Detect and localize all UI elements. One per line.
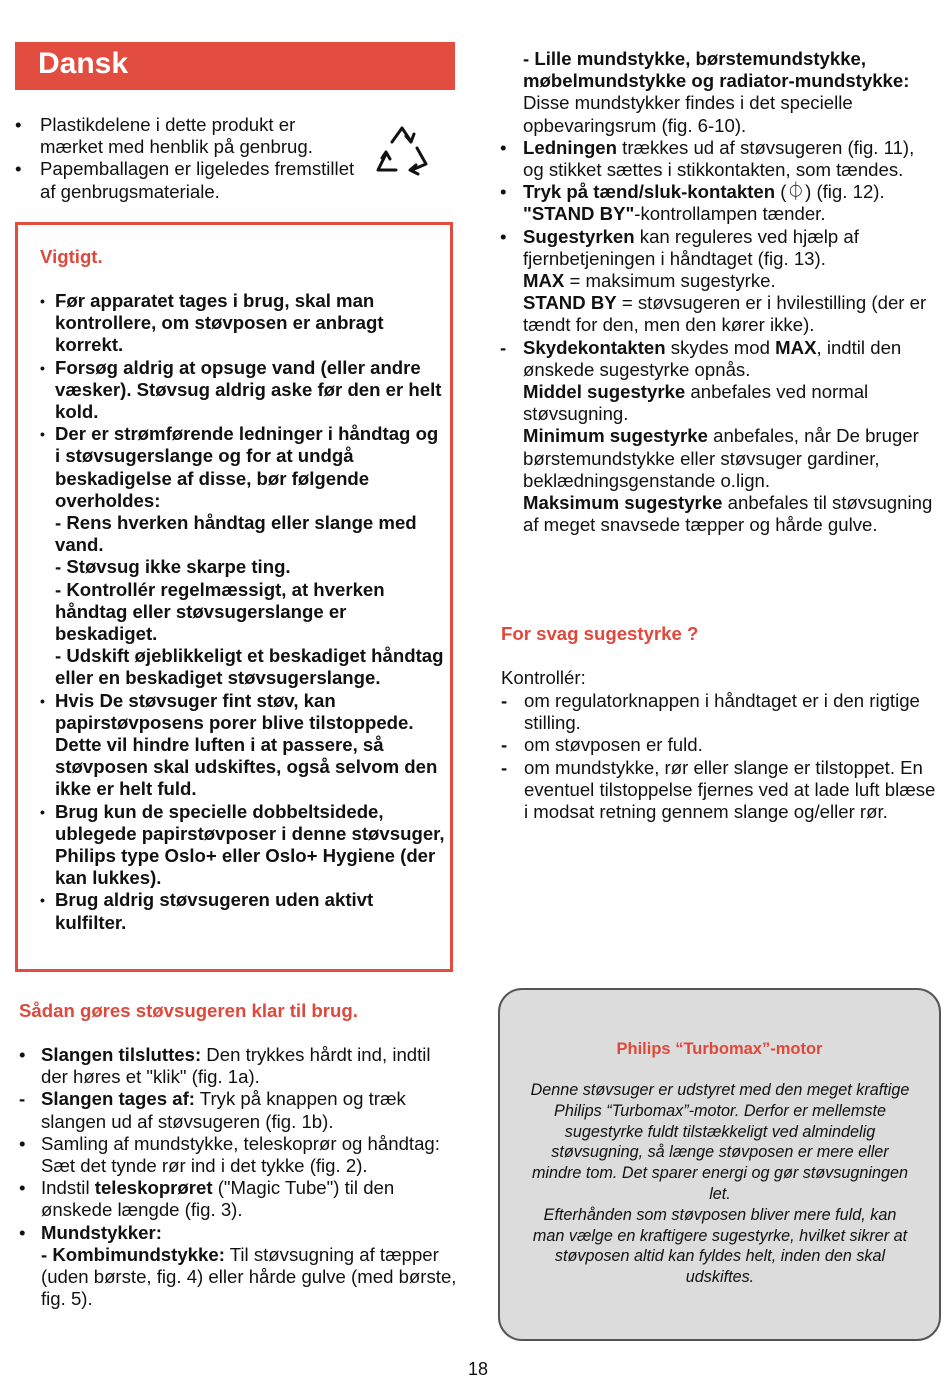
turbomax-paragraph: Efterhånden som støvposen bliver mere fuld, kan man vælge en kraftigere sugestyrke, hvilket sikrer at støvposen altid kan fyldes helt, inden den skal udskiftes.	[532, 1205, 908, 1287]
list-item: • Hvis De støvsuger fint støv, kan papirstøvposens porer blive tilstoppede. Dette vil hindre luften i at passere, så støvposen skal udskiftes, også selvom den ikke er helt fuld.	[40, 689, 438, 800]
prep-section-title: Sådan gøres støvsugeren klar til brug.	[19, 1000, 358, 1021]
important-title: Vigtigt.	[40, 246, 103, 267]
prep-steps-list	[19, 1044, 459, 1310]
list-item: • Sugestyrken kan reguleres ved hjælp af fjernbetjeningen i håndtaget (fig. 13). MAX = maksimum sugestyrke. STAND BY = støvsugeren er i hvilestilling (der er tændt for den, men den kører ikke).	[500, 225, 927, 336]
troubleshooting-intro: Kontrollér:	[501, 667, 586, 688]
list-item: • Før apparatet tages i brug, skal man kontrollere, om støvposen er anbragt korrekt.	[40, 290, 384, 356]
list-item: • Brug kun de specielle dobbeltsidede, ublegede papirstøvposer i denne støvsuger, Philips type Oslo+ eller Oslo+ Hygiene (der kan lukkes).	[40, 800, 445, 889]
list-item: • Mundstykker: - Kombimundstykke: Til støvsugning af tæpper (uden børste, fig. 4) eller hårde gulve (med børste, fig. 5).	[19, 1221, 457, 1310]
turbomax-paragraph: Denne støvsuger er udstyret med den meget kraftige Philips “Turbomax”-motor. Derfor er mellemste sugestyrke fuldt tilstækkeligt ved almindelig støvsugning, så længe støvposen er mere eller mindre tom. Det sparer energi og gør støvsugningen let.	[530, 1081, 910, 1203]
recycling-info-list	[15, 114, 355, 203]
section-title: Dansk	[38, 47, 129, 80]
list-item: • Slangen tilsluttes: Den trykkes hårdt ind, indtil der høres et "klik" (fig. 1a).	[19, 1044, 431, 1088]
list-subitem: - Rens hverken håndtag eller slange med vand.	[55, 512, 417, 556]
list-item: - Slangen tages af: Tryk på knappen og træk slangen ud af støvsugeren (fig. 1b).	[19, 1088, 406, 1132]
list-item: • Ledningen trækkes ud af støvsugeren (fig. 11), og stikket sættes i stikkontakten, som tændes.	[500, 136, 915, 181]
list-item: • Samling af mundstykke, teleskoprør og håndtag: Sæt det tynde rør ind i det tykke (fig. 2).	[19, 1132, 440, 1177]
list-subitem: - Støvsug ikke skarpe ting.	[55, 556, 291, 578]
list-item: • Tryk på tænd/sluk-kontakten (⏀) (fig. 12). "STAND BY"-kontrollampen tænder.	[500, 181, 885, 225]
list-item: • Forsøg aldrig at opsuge vand (eller andre væsker). Støvsug aldrig aske før den er helt kold.	[40, 356, 442, 423]
troubleshooting-title: For svag sugestyrke ?	[501, 623, 699, 644]
power-symbol-icon: ⏀	[786, 181, 806, 203]
troubleshooting-list	[501, 690, 936, 823]
recycle-icon	[370, 122, 434, 182]
list-item: - om støvposen er fuld.	[501, 734, 703, 756]
safety-warnings-list	[40, 290, 445, 934]
page-number: 18	[467, 1359, 489, 1379]
list-item: • Brug aldrig støvsugeren uden aktivt kulfilter.	[40, 889, 374, 933]
turbomax-text	[530, 1080, 910, 1288]
list-item: - om regulatorknappen i håndtaget er i den rigtige stilling.	[501, 690, 920, 734]
list-item: • Der er strømførende ledninger i håndtag og i støvsugerslange og for at undgå beskadigelse af disse, bør følgende overholdes:	[40, 423, 439, 511]
list-item: - Lille mundstykke, børstemundstykke, møbelmundstykke og radiator-mundstykke: Disse mundstykker findes i det specielle opbevaringsrum (fig. 6-10).	[523, 48, 910, 136]
usage-instructions-list	[500, 48, 935, 536]
list-item: - Skydekontakten skydes mod MAX, indtil den ønskede sugestyrke opnås. Middel sugestyrke anbefales ved normal støvsugning. Minimum sugestyrke anbefales, når De bruger børstemundstykke eller støvsuger gardiner, beklædningsgenstande o.lign. Maksimum sugestyrke anbefales til støvsugning af meget snavsede tæpper og hårde gulve.	[500, 336, 933, 536]
turbomax-title: Philips “Turbomax”-motor	[616, 1040, 823, 1058]
list-item: • Indstil teleskoprøret ("Magic Tube") til den ønskede længde (fig. 3).	[19, 1177, 395, 1221]
list-subitem: - Udskift øjeblikkeligt et beskadiget håndtag eller en beskadiget støvsugerslange.	[55, 645, 444, 689]
list-item: • Plastikdelene i dette produkt er mærket med henblik på genbrug.	[15, 114, 313, 158]
list-subitem: - Kontrollér regelmæssigt, at hverken håndtag eller støvsugerslange er beskadiget.	[55, 578, 385, 645]
list-item: • Papemballagen er ligeledes fremstillet af genbrugsmateriale.	[15, 158, 355, 202]
list-item: - om mundstykke, rør eller slange er tilstoppet. En eventuel tilstoppelse fjernes ved at lade luft blæse i modsat retning gennem slange og/eller rør.	[501, 756, 936, 823]
